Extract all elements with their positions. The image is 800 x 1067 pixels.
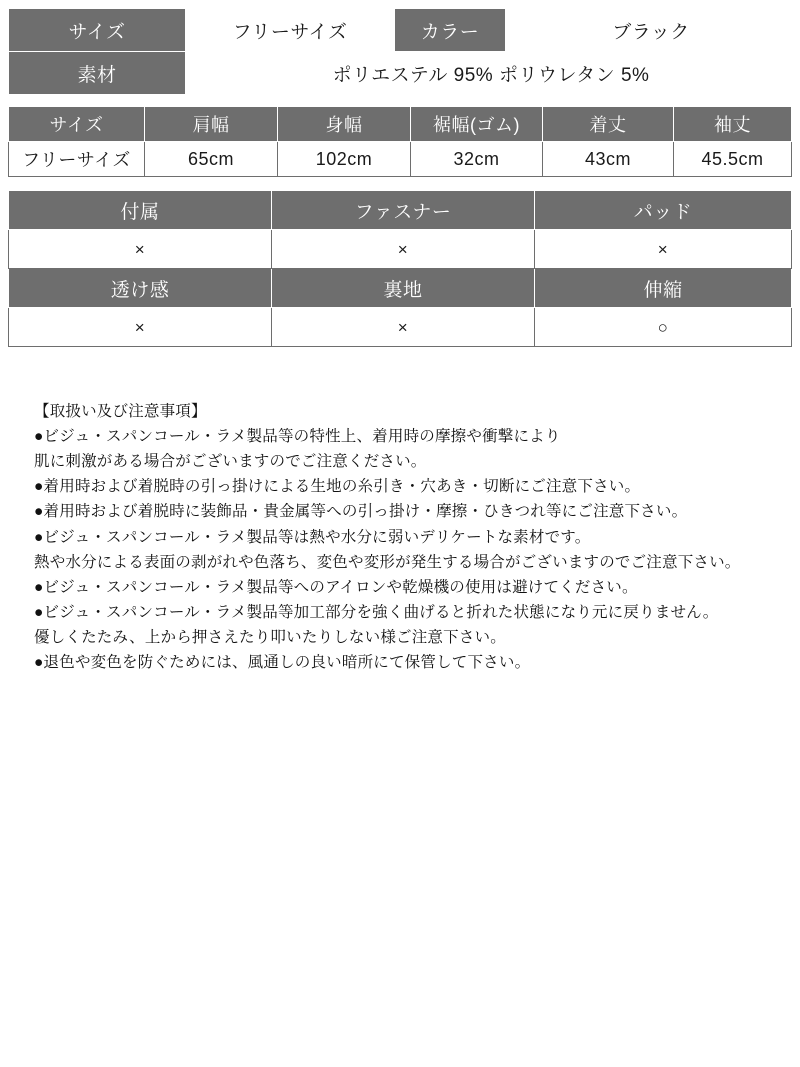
care-note-line: ●ビジュ・スパンコール・ラメ製品等の特性上、着用時の摩擦や衝撃により — [34, 428, 561, 446]
attr-header-pad: パッド — [535, 191, 792, 230]
measure-header-hem: 裾幅(ゴム) — [411, 107, 543, 142]
care-note-line: ●着用時および着脱時の引っ掛けによる生地の糸引き・穴あき・切断にご注意下さい。 — [34, 478, 641, 496]
attr-header-accessory: 付属 — [9, 191, 272, 230]
table-row — [9, 52, 797, 95]
attr-value-stretch: ○ — [535, 308, 792, 347]
cell-color-value: ブラック — [506, 9, 797, 52]
measure-value-length: 43cm — [543, 142, 674, 177]
care-note-line: 肌に刺激がある場合がございますのでご注意ください。 — [34, 453, 427, 471]
cell-material-label: 素材 — [9, 52, 186, 95]
measurement-table — [8, 106, 792, 177]
care-note-line: ●ビジュ・スパンコール・ラメ製品等へのアイロンや乾燥機の使用は避けてください。 — [34, 578, 638, 596]
table-row-headers — [9, 269, 792, 308]
cell-size-label: サイズ — [9, 9, 186, 52]
measure-value-hem: 32cm — [411, 142, 543, 177]
care-notes — [8, 399, 792, 675]
care-notes-title: 【取扱い及び注意事項】 — [34, 403, 207, 420]
attr-header-zipper: ファスナー — [272, 191, 535, 230]
measure-header-sleeve: 袖丈 — [674, 107, 792, 142]
attr-value-pad: × — [535, 230, 792, 269]
attr-value-lining: × — [272, 308, 535, 347]
attr-header-lining: 裏地 — [272, 269, 535, 308]
attr-value-zipper: × — [272, 230, 535, 269]
attr-header-stretch: 伸縮 — [535, 269, 792, 308]
care-note-line: ●ビジュ・スパンコール・ラメ製品等は熱や水分に弱いデリケートな素材です。 — [34, 528, 591, 546]
measure-value-sleeve: 45.5cm — [674, 142, 792, 177]
cell-size-value: フリーサイズ — [186, 9, 395, 52]
measure-header-bust: 身幅 — [278, 107, 411, 142]
measure-header-shoulder: 肩幅 — [145, 107, 278, 142]
table-row — [9, 9, 797, 52]
table-row-values — [9, 308, 792, 347]
care-note-line: 熱や水分による表面の剥がれや色落ち、変色や変形が発生する場合がございますのでご注意下さい。 — [34, 553, 741, 571]
cell-material-value: ポリエステル 95% ポリウレタン 5% — [186, 52, 797, 95]
attr-header-sheerness: 透け感 — [9, 269, 272, 308]
measure-header-size: サイズ — [9, 107, 145, 142]
care-note-line: ●ビジュ・スパンコール・ラメ製品等加工部分を強く曲げると折れた状態になり元に戻りません。 — [34, 603, 719, 621]
care-note-line: ●着用時および着脱時に装飾品・貴金属等への引っ掛け・摩擦・ひきつれ等にご注意下さい。 — [34, 503, 688, 521]
attributes-table — [8, 190, 792, 347]
table-row-headers — [9, 191, 792, 230]
table-row-values — [9, 142, 792, 177]
attr-value-accessory: × — [9, 230, 272, 269]
measure-value-bust: 102cm — [278, 142, 411, 177]
attr-value-sheerness: × — [9, 308, 272, 347]
table-row-values — [9, 230, 792, 269]
care-note-line: 優しくたたみ、上から押さえたり叩いたりしない様ご注意下さい。 — [34, 628, 506, 646]
cell-color-label: カラー — [395, 9, 506, 52]
measure-value-shoulder: 65cm — [145, 142, 278, 177]
care-note-line: ●退色や変色を防ぐためには、風通しの良い暗所にて保管して下さい。 — [34, 654, 531, 672]
measure-value-size: フリーサイズ — [9, 142, 145, 177]
basic-spec-table — [8, 8, 797, 95]
measure-header-length: 着丈 — [543, 107, 674, 142]
table-row-headers — [9, 107, 792, 142]
